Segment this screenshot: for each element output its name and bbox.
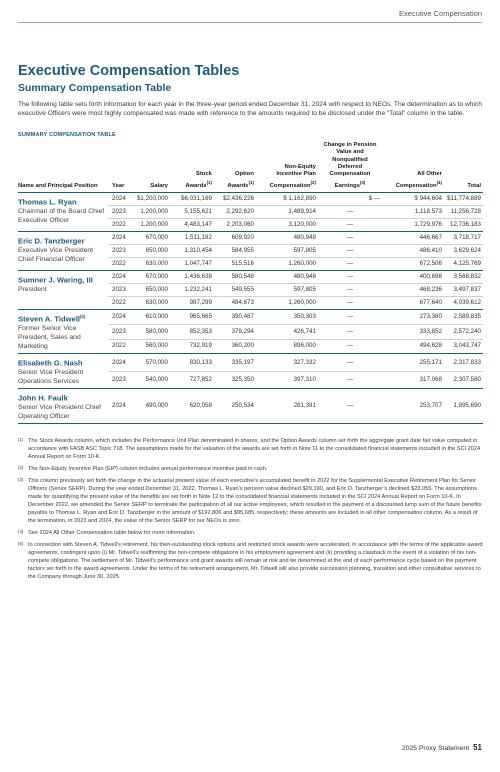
cell-stock: 852,353 [170, 324, 214, 339]
cell-total: 4,125,769 [444, 258, 483, 271]
cell-total: 3,568,832 [444, 271, 483, 284]
cell-total: 2,307,580 [444, 371, 483, 388]
cell-nonequity: 1,489,914 [256, 206, 318, 219]
cell-nonequity: 480,948 [256, 232, 318, 245]
executive-cell [18, 310, 108, 354]
cell-salary: 650,000 [134, 284, 170, 297]
executive-title: Senior Vice President Chief Operating Officer [18, 403, 101, 421]
footnote-text: See 2024 All Other Compensation table below for more information. [28, 530, 196, 537]
cell-total: 4,039,612 [444, 297, 483, 310]
col-header-year: Year [108, 142, 134, 193]
page-number: 51 [473, 743, 482, 752]
cell-salary: 610,000 [134, 310, 170, 325]
cell-pension: — [318, 339, 382, 354]
cell-other: 253,707 [382, 389, 444, 424]
col-header-salary: Salary [134, 142, 170, 193]
cell-salary: 490,000 [134, 389, 170, 424]
cell-nonequity: 426,741 [256, 324, 318, 339]
cell-salary: 670,000 [134, 271, 170, 284]
cell-other: 672,506 [382, 258, 444, 271]
cell-total: 3,497,837 [444, 284, 483, 297]
page-title: Executive Compensation Tables [18, 63, 240, 79]
cell-option: 584,955 [214, 245, 256, 258]
cell-pension: $ — [318, 193, 382, 206]
cell-nonequity: 1,260,000 [256, 258, 318, 271]
intro-paragraph: The following table sets forth information for each year in the three-year period ended December 31, 2024 with respect to NEOs. The determination as to which executive Officers were most highly compensated was made with reference to the amounts required to be disclosed under the “Total” column in the table. [18, 101, 482, 118]
cell-other: 468,236 [382, 284, 444, 297]
footnote [18, 541, 483, 581]
cell-pension: — [318, 354, 382, 371]
cell-other: 446,667 [382, 232, 444, 245]
footnote [18, 437, 483, 461]
table-title: SUMMARY COMPENSATION TABLE [18, 131, 116, 138]
cell-option: 360,200 [214, 339, 256, 354]
cell-pension: — [318, 389, 382, 424]
cell-salary: 580,000 [134, 324, 170, 339]
footnote-marker: (5) [18, 541, 24, 547]
executive-name: Steven A. Tidwell$^{(5)}$ [18, 314, 86, 324]
cell-salary: 630,000 [134, 297, 170, 310]
cell-salary: 670,000 [134, 232, 170, 245]
cell-pension: — [318, 232, 382, 245]
footnote-text: The Non-Equity Incentive Plan (EIP) column includes annual performance incentive paid in cash. [28, 466, 268, 473]
table-row [18, 389, 483, 424]
cell-pension: — [318, 310, 382, 325]
cell-option: 580,548 [214, 271, 256, 284]
cell-total: 11,256,728 [444, 206, 483, 219]
footnote-marker: (3) [18, 477, 24, 483]
cell-year: 2024 [108, 193, 134, 206]
cell-total: 3,718,717 [444, 232, 483, 245]
executive-name: Thomas L. Ryan [18, 197, 77, 207]
cell-nonequity: 3,120,000 [256, 219, 318, 232]
cell-option: 335,197 [214, 354, 256, 371]
cell-nonequity: 597,805 [256, 245, 318, 258]
cell-year: 2022 [108, 219, 134, 232]
cell-stock: 965,665 [170, 310, 214, 325]
cell-other: 1,118,573 [382, 206, 444, 219]
cell-year: 2023 [108, 371, 134, 388]
cell-pension: — [318, 297, 382, 310]
cell-other: 677,640 [382, 297, 444, 310]
cell-salary: 630,000 [134, 258, 170, 271]
table-row [18, 310, 483, 325]
cell-other: 317,068 [382, 371, 444, 388]
page-footer [402, 743, 482, 752]
cell-option: 549,555 [214, 284, 256, 297]
footnote-text: In connection with Steven A. Tidwell’s retirement, his then-outstanding stock options and restricted stock awards were accelerated, in accordance with the terms of the applicable award agreements, contingent upon (i) Mr. Tidwell’s reaffirming the non-compete obligations in his employment agreement and (ii) providing a clawback in the event of a violation of his non-compete obligations. The settlement of Mr. Tidwell’s performance unit grant awards will remain at risk and be determined at the end of each performance cycle based on the payment factors set forth in the award agreements. Under the terms of his retirement arrangement, Mr. Tidwell will also provide succession planning, transition and other consultative services to the Company through June 30, 2025. [28, 542, 483, 581]
cell-total: 3,629,624 [444, 245, 483, 258]
section-header: Executive Compensation [399, 9, 482, 18]
cell-year: 2024 [108, 389, 134, 424]
table-row [18, 232, 483, 245]
cell-other: 400,698 [382, 271, 444, 284]
cell-other: 1,729,976 [382, 219, 444, 232]
footnote [18, 465, 483, 473]
cell-total: 2,317,833 [444, 354, 483, 371]
cell-salary: 570,000 [134, 354, 170, 371]
cell-stock: 727,852 [170, 371, 214, 388]
cell-salary: $1,200,000 [134, 193, 170, 206]
footer-doc-title: 2025 Proxy Statement [401, 745, 470, 752]
col-header-pension: Change in Pension Value and Nonqualified Deferred Compensation Earnings$^{(3)}$ [318, 142, 382, 193]
cell-other: $ 944,604 [382, 193, 444, 206]
table-row [18, 271, 483, 284]
cell-nonequity: 281,391 [256, 389, 318, 424]
executive-name: Eric D. Tanzberger [18, 236, 85, 246]
cell-year: 2024 [108, 271, 134, 284]
cell-nonequity: 350,303 [256, 310, 318, 325]
cell-total: 2,589,835 [444, 310, 483, 325]
footnote [18, 477, 483, 525]
cell-year: 2024 [108, 310, 134, 325]
cell-pension: — [318, 245, 382, 258]
cell-pension: — [318, 271, 382, 284]
executive-title: Chairman of the Board Chief Executive Officer [18, 207, 105, 224]
cell-total: 2,572,240 [444, 324, 483, 339]
cell-pension: — [318, 324, 382, 339]
table-header-row [18, 142, 483, 193]
cell-option: 2,292,620 [214, 206, 256, 219]
executive-title: President [18, 285, 47, 293]
table-row [18, 354, 483, 371]
cell-nonequity: 480,948 [256, 271, 318, 284]
cell-nonequity: 896,000 [256, 339, 318, 354]
page-content [18, 63, 483, 585]
executive-name: Elisabeth G. Nash [18, 358, 83, 368]
section-subtitle: Summary Compensation Table [18, 82, 172, 94]
footnote-marker: (4) [18, 529, 24, 535]
col-header-total: Total [444, 142, 483, 193]
executive-name: Sumner J. Waring, III [18, 275, 93, 285]
cell-year: 2024 [108, 354, 134, 371]
cell-option: 484,673 [214, 297, 256, 310]
executive-cell [18, 232, 108, 271]
cell-salary: 540,000 [134, 371, 170, 388]
executive-title: Former Senior Vice President, Sales and Marketing [18, 324, 81, 351]
cell-other: 494,628 [382, 339, 444, 354]
cell-option: 609,920 [214, 232, 256, 245]
cell-stock: 732,919 [170, 339, 214, 354]
cell-option: $2,436,226 [214, 193, 256, 206]
cell-year: 2023 [108, 324, 134, 339]
cell-stock: 1,232,241 [170, 284, 214, 297]
cell-other: 255,171 [382, 354, 444, 371]
col-header-other: All Other Compensation$^{(4)}$ [382, 142, 444, 193]
cell-salary: 560,000 [134, 339, 170, 354]
executive-title: Senior Vice President Operations Services [18, 368, 84, 386]
cell-option: 325,350 [214, 371, 256, 388]
table-row [18, 193, 483, 206]
cell-nonequity: 1,260,000 [256, 297, 318, 310]
cell-pension: — [318, 206, 382, 219]
cell-pension: — [318, 219, 382, 232]
footnote-text: The Stock Awards column, which includes the Performance Unit Plan denominated in shares, and the Option Awards column set forth the aggregate grant date fair value computed in accordance with FASB ASC Topic 718. The assumptions made for the valuation of the awards are set forth in Note 11 to the consolidated financial statements included in the SCI 2024 Annual Report on Form 10-K. [28, 438, 481, 461]
footnote-marker: (1) [18, 437, 24, 443]
cell-year: 2023 [108, 284, 134, 297]
cell-salary: 650,000 [134, 245, 170, 258]
cell-pension: — [318, 258, 382, 271]
cell-nonequity: 597,805 [256, 284, 318, 297]
col-header-stock: Stock Awards$^{(1)}$ [170, 142, 214, 193]
cell-stock: 1,511,182 [170, 232, 214, 245]
cell-total: 3,043,747 [444, 339, 483, 354]
cell-total: 12,736,183 [444, 219, 483, 232]
cell-total: 1,895,690 [444, 389, 483, 424]
cell-nonequity: 397,310 [256, 371, 318, 388]
executive-cell [18, 271, 108, 310]
executive-title: Executive Vice President Chief Financial Officer [18, 246, 94, 263]
cell-stock: 987,299 [170, 297, 214, 310]
cell-option: 390,487 [214, 310, 256, 325]
cell-salary: 1,200,000 [134, 206, 170, 219]
cell-other: 486,410 [382, 245, 444, 258]
cell-option: 515,516 [214, 258, 256, 271]
cell-nonequity: 327,332 [256, 354, 318, 371]
col-header-nonequity: Non-Equity Incentive Plan Compensation$^{(2)}$ [256, 142, 318, 193]
summary-compensation-table [18, 142, 483, 424]
cell-option: 250,534 [214, 389, 256, 424]
cell-year: 2024 [108, 232, 134, 245]
cell-stock: 1,310,454 [170, 245, 214, 258]
cell-pension: — [318, 371, 382, 388]
cell-other: 273,380 [382, 310, 444, 325]
cell-pension: — [318, 284, 382, 297]
cell-option: 2,203,060 [214, 219, 256, 232]
cell-stock: 1,436,638 [170, 271, 214, 284]
header-divider [18, 22, 482, 23]
footnote-text: This column previously set forth the change in the actuarial present value of each executive’s accumulated benefit in 2022 for the Supplemental Executive Retirement Plan for Senior Officers (Senior SERP). During the year ended December 31, 2022, Thomas L. Ryan’s pension value declined $29,190, and Eric D. Tanzberger’s declined $23,055. The assumptions made for quantifying the present value of the benefits are set forth in Note 12 to the consolidated financial statements included in the SCI 2024 Annual Report on Form 10-K. In December 2022, we amended the Senior SERP to terminate the participation of all our active employees, which resulted in the payment of a discounted lump sum of the future benefits payable to Thomas L. Ryan and Eric D. Tanzberger in the amount of $192,806 and $95,685, respectively; these amounts are included in all other compensation column. As a result of the termination, in 2023 and 2024, the value of the Senior SERP for our NEOs is zero. [28, 478, 482, 525]
cell-stock: 620,058 [170, 389, 214, 424]
col-header-option: Option Awards$^{(1)}$ [214, 142, 256, 193]
cell-stock: 830,133 [170, 354, 214, 371]
footnotes [18, 437, 483, 581]
executive-cell [18, 193, 108, 232]
cell-total: $11,774,889 [444, 193, 483, 206]
cell-option: 379,294 [214, 324, 256, 339]
cell-year: 2022 [108, 339, 134, 354]
table-body [18, 193, 483, 424]
cell-year: 2023 [108, 206, 134, 219]
cell-year: 2023 [108, 245, 134, 258]
col-header-name: Name and Principal Position [18, 142, 108, 193]
cell-stock: 4,483,147 [170, 219, 214, 232]
cell-year: 2022 [108, 258, 134, 271]
cell-year: 2022 [108, 297, 134, 310]
cell-stock: $6,031,169 [170, 193, 214, 206]
footnote-marker: (2) [18, 465, 24, 471]
cell-stock: 1,047,747 [170, 258, 214, 271]
executive-cell [18, 354, 108, 389]
footnote [18, 529, 483, 537]
executive-cell [18, 389, 108, 424]
cell-other: 333,852 [382, 324, 444, 339]
cell-stock: 5,155,621 [170, 206, 214, 219]
cell-salary: 1,200,000 [134, 219, 170, 232]
executive-name: John H. Faulk [18, 393, 68, 403]
cell-nonequity: $ 1,162,890 [256, 193, 318, 206]
